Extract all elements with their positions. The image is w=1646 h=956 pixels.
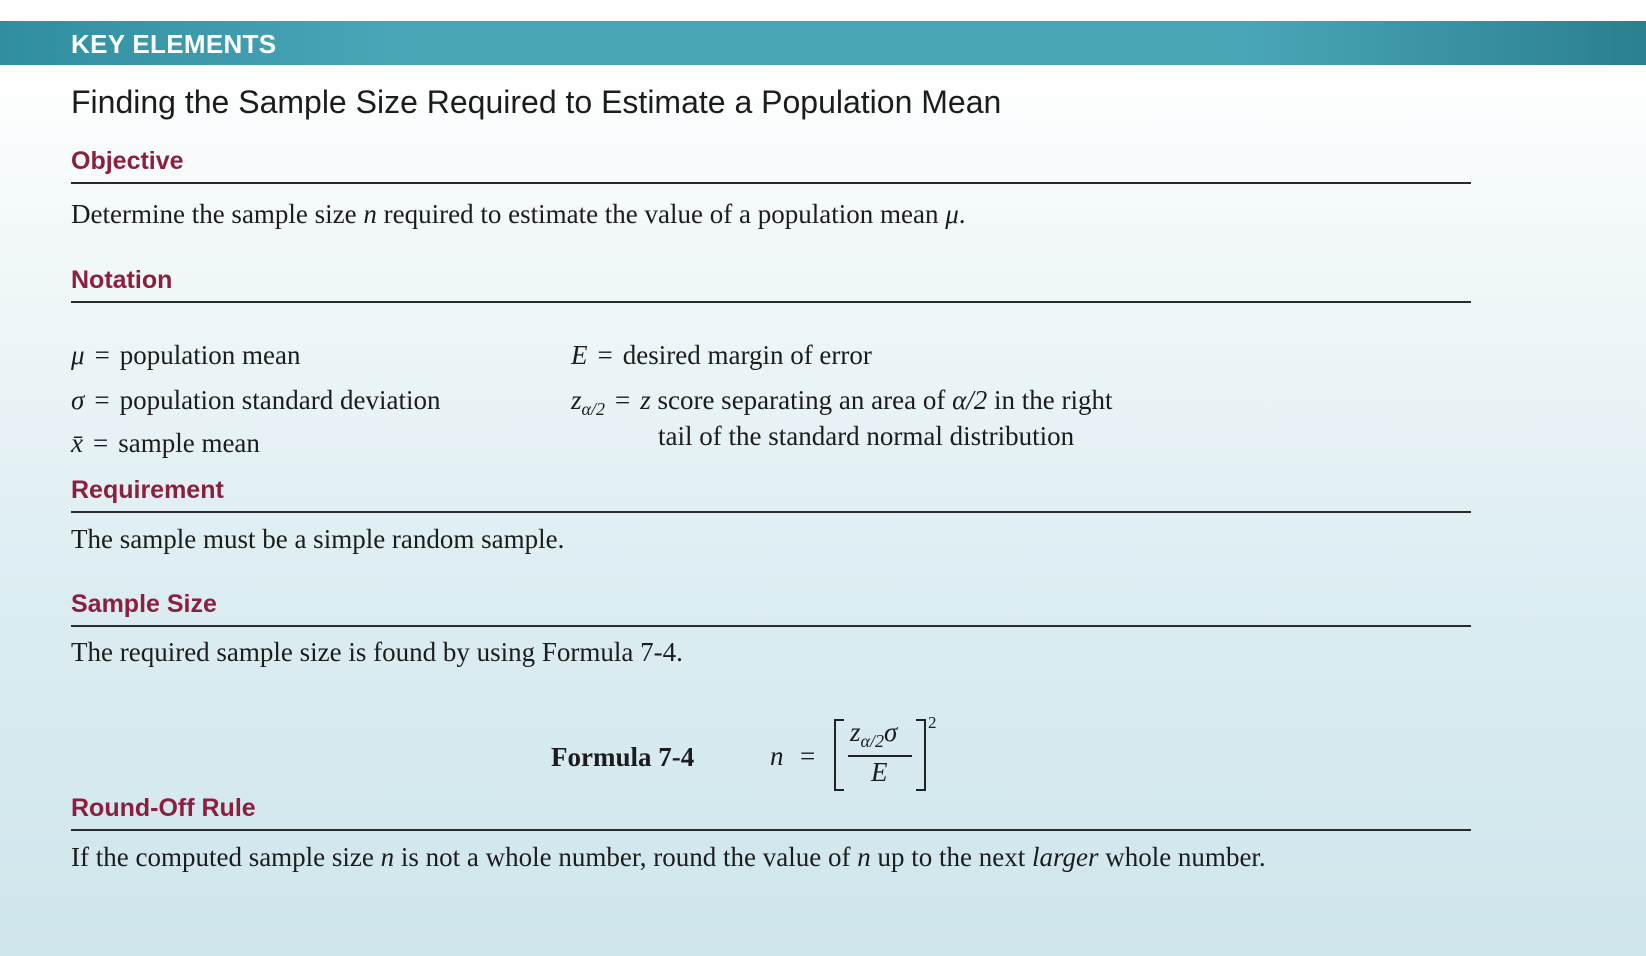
- round-off-heading: Round-Off Rule: [71, 793, 1471, 831]
- notation-heading: Notation: [71, 265, 1471, 303]
- sample-size-heading: Sample Size: [71, 589, 1471, 627]
- formula-label: Formula 7-4: [551, 742, 695, 772]
- formula-exponent: 2: [928, 713, 937, 732]
- sample-size-formula: [770, 713, 950, 797]
- objective-heading: Objective: [71, 146, 1471, 184]
- formula-numerator: $z_{\alpha/2}\sigma$: [850, 717, 898, 751]
- formula-equals: =: [800, 741, 816, 771]
- notation-margin-of-error: E = desired margin of error: [571, 340, 872, 370]
- objective-text: Determine the sample size n required to estimate the value of a population mean μ.: [71, 199, 966, 229]
- notation-critical-value-continued: tail of the standard normal distribution: [658, 421, 1075, 451]
- formula-lhs: n: [770, 741, 784, 771]
- requirement-heading: Requirement: [71, 475, 1471, 513]
- sample-size-text: The required sample size is found by using Formula 7-4.: [71, 637, 683, 667]
- key-elements-box: [0, 65, 1646, 956]
- notation-sigma: σ = population standard deviation: [71, 385, 441, 415]
- right-bracket: [916, 719, 926, 791]
- notation-mu: μ = population mean: [71, 340, 301, 370]
- formula-denominator: E: [871, 757, 888, 787]
- notation-critical-value: $z_{\alpha/2} = z$ score separating an area of α/2 in the right: [571, 385, 1113, 419]
- banner-label: KEY ELEMENTS: [71, 29, 277, 59]
- left-bracket: [834, 719, 844, 791]
- round-off-text: If the computed sample size n is not a whole number, round the value of n up to the next larger whole number.: [71, 842, 1266, 872]
- notation-xbar: x̄ = sample mean: [71, 428, 260, 458]
- page-title: Finding the Sample Size Required to Estimate a Population Mean: [71, 84, 1002, 120]
- key-elements-banner: [0, 21, 1646, 65]
- requirement-text: The sample must be a simple random sample.: [71, 524, 565, 554]
